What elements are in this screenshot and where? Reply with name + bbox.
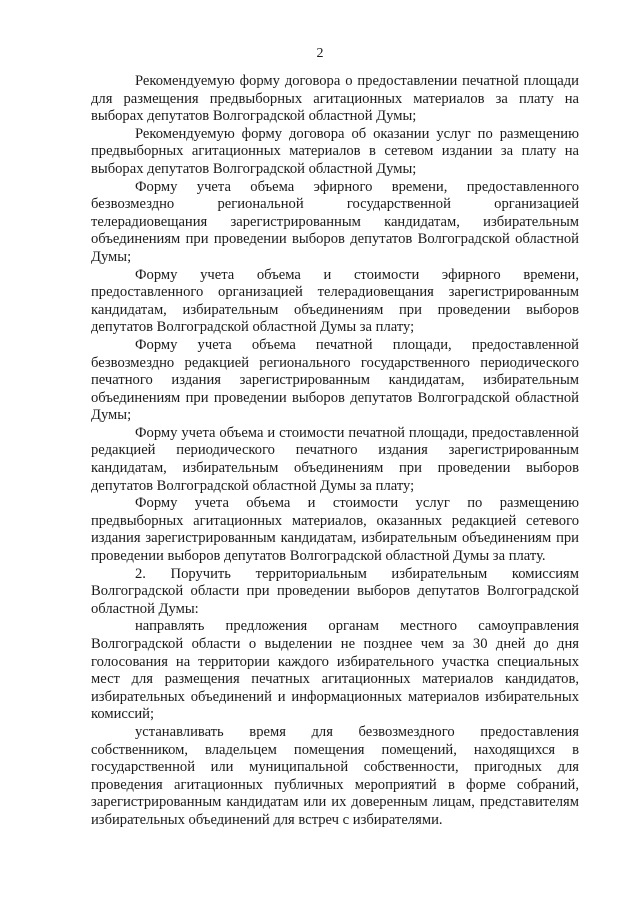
document-body: [91, 73, 579, 830]
paragraph-form-free-airtime: Форму учета объема эфирного времени, предоставленного безвозмездно региональной государственной организацией телерадиовещания зарегистрированным кандидатам, избирательным объединениям при проведении выборов депутатов Волгоградской областной Думы;: [91, 178, 579, 265]
paragraph-form-paid-print-space: Форму учета объема и стоимости печатной площади, предоставленной редакцией периодического печатного издания зарегистрированным кандидатам, избирательным объединениям при проведении выборов депутатов Волгоградской областной Думы за плату;: [91, 424, 579, 494]
paragraph-set-meeting-time: устанавливать время для безвозмездного предоставления собственником, владельцем помещения помещений, находящихся в государственной или муниципальной собственности, пригодных для проведения агитационных публичных мероприятий в форме собраний, зарегистрированным кандидатам или их доверенным лицам, представителям избирательных объединений для встреч с избирателями.: [91, 723, 579, 828]
page-number: 2: [316, 46, 324, 61]
paragraph-form-online-services: Форму учета объема и стоимости услуг по размещению предвыборных агитационных материалов, оказанных редакцией сетевого издания зарегистрированным кандидатам, избирательным объединениям при проведении выборов депутатов Волгоградской областной Думы за плату.: [91, 495, 579, 565]
paragraph-contract-online-media: Рекомендуемую форму договора об оказании услуг по размещению предвыборных агитационных материалов в сетевом издании за плату на выборах депутатов Волгоградской областной Думы;: [91, 125, 579, 177]
paragraph-send-proposals: направлять предложения органам местного самоуправления Волгоградской области о выделении не позднее чем за 30 дней до дня голосования на территории каждого избирательного участка специальных мест для размещения печатных агитационных материалов кандидатов, избирательных объединений и информационных материалов избирательных комиссий;: [91, 618, 579, 723]
paragraph-form-paid-airtime: Форму учета объема и стоимости эфирного времени, предоставленного организацией телерадиовещания зарегистрированным кандидатам, избирательным объединениям при проведении выборов депутатов Волгоградской областной Думы за плату;: [91, 266, 579, 336]
paragraph-contract-print-space: Рекомендуемую форму договора о предоставлении печатной площади для размещения предвыборных агитационных материалов за плату на выборах депутатов Волгоградской областной Думы;: [91, 73, 579, 125]
paragraph-instruction-commissions: 2. Поручить территориальным избирательным комиссиям Волгоградской области при проведении выборов депутатов Волгоградской областной Думы:: [91, 565, 579, 617]
paragraph-form-free-print-space: Форму учета объема печатной площади, предоставленной безвозмездно редакцией регионального государственного периодического печатного издания зарегистрированным кандидатам, избирательным объединениям при проведении выборов депутатов Волгоградской областной Думы;: [91, 336, 579, 424]
